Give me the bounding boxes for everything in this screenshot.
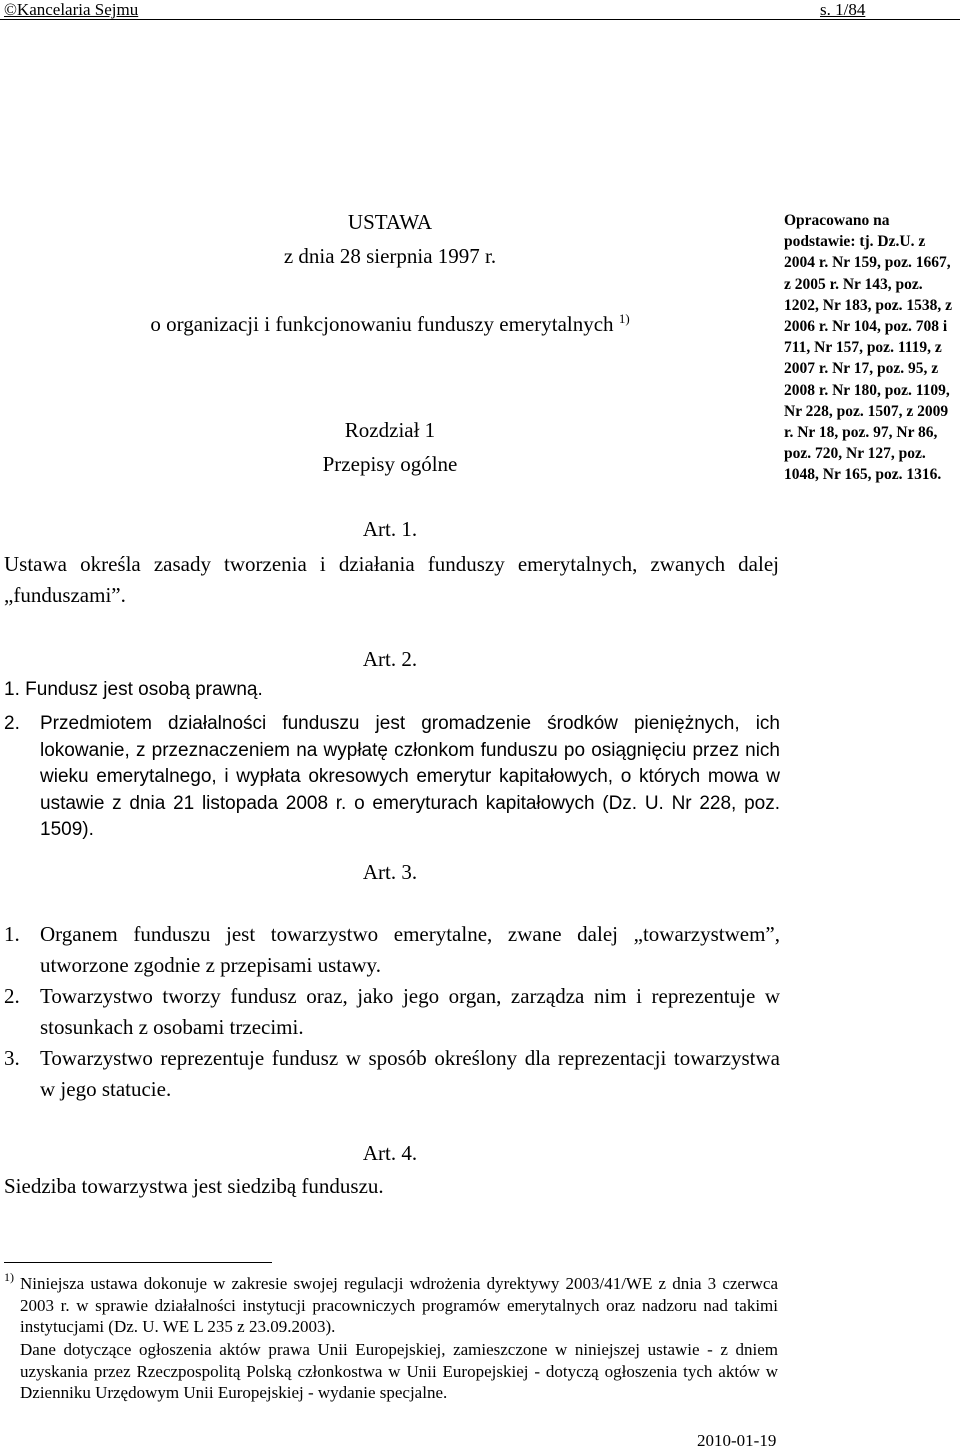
paragraph-number: 1.	[4, 679, 20, 700]
paragraph-text: Fundusz jest osobą prawną.	[25, 679, 263, 700]
kancelaria-sejmu-link[interactable]: ©Kancelaria Sejmu	[4, 0, 139, 19]
article-2-paragraph-2-number: 2.	[4, 713, 20, 734]
header-right	[820, 0, 865, 20]
title-footnote-mark: 1)	[618, 311, 630, 326]
article-4-heading: Art. 4.	[362, 1141, 418, 1165]
chapter-number: Rozdział 1	[344, 418, 436, 442]
act-title-text: o organizacji i funkcjonowaniu funduszy emerytalnych	[150, 312, 614, 336]
act-type: USTAWA	[347, 210, 433, 234]
article-2-paragraph-2-text: Przedmiotem działalności funduszu jest gromadzenie środków pieniężnych, ich lokowanie, z przeznaczeniem na wypłatę członkom funduszu po osiągnięciu przez nich wieku emerytalnego, i wypłata okresowych emerytur kapitałowych, o których mowa w ustawie z dnia 21 listopada 2008 r. o emeryturach kapitałowych (Dz. U. Nr 228, poz. 1509).	[40, 713, 780, 840]
page-number-link[interactable]: s. 1/84	[820, 0, 866, 19]
chapter-title: Przepisy ogólne	[322, 452, 458, 476]
header-left	[4, 0, 138, 20]
act-title	[0, 311, 780, 337]
article-3-paragraph-1-text: Organem funduszu jest towarzystwo emerytalne, zwane dalej „towarzystwem”, utworzone zgodnie z przepisami ustawy.	[40, 922, 780, 977]
article-4-text: Siedziba towarzystwa jest siedzibą funduszu.	[4, 1174, 384, 1198]
footnote-text-1: Niniejsza ustawa dokonuje w zakresie swojej regulacji wdrożenia dyrektywy 2003/41/WE z dnia 3 czerwca 2003 r. w sprawie działalności instytucji pracowniczych programów emerytalnych oraz nadzoru nad takimi instytucjami (Dz. U. WE L 235 z 23.09.2003).	[20, 1274, 778, 1336]
footer-date: 2010-01-19	[697, 1431, 777, 1450]
article-3-paragraph-3-number: 3.	[4, 1046, 20, 1070]
article-1-text: Ustawa określa zasady tworzenia i działania funduszy emerytalnych, zwanych dalej „funduszami”.	[4, 552, 779, 607]
article-3-paragraph-2-number: 2.	[4, 984, 20, 1008]
article-3-paragraph-2-text: Towarzystwo tworzy fundusz oraz, jako jego organ, zarządza nim i reprezentuje w stosunkach z osobami trzecimi.	[40, 984, 780, 1039]
footnote-mark: 1)	[4, 1270, 14, 1284]
header-divider	[0, 19, 960, 20]
article-3-paragraph-1-number: 1.	[4, 922, 20, 946]
article-1-heading: Art. 1.	[362, 517, 418, 541]
article-2-paragraph-1	[4, 679, 263, 701]
article-3-paragraph-3-text: Towarzystwo reprezentuje fundusz w sposób określony dla reprezentacji towarzystwa w jego statucie.	[40, 1046, 780, 1101]
article-2-heading: Art. 2.	[362, 647, 418, 671]
source-side-note: Opracowano na podstawie: tj. Dz.U. z 2004 r. Nr 159, poz. 1667, z 2005 r. Nr 143, poz. 1202, Nr 183, poz. 1538, z 2006 r. Nr 104, poz. 708 i 711, Nr 157, poz. 1119, z 2007 r. Nr 17, poz. 95, z 2008 r. Nr 180, poz. 1109, Nr 228, poz. 1507, z 2009 r. Nr 18, poz. 97, Nr 86, poz. 720, Nr 127, poz. 1048, Nr 165, poz. 1316.	[784, 212, 953, 484]
article-3-heading: Art. 3.	[362, 860, 418, 884]
footnote-text-2: Dane dotyczące ogłoszenia aktów prawa Unii Europejskiej, zamieszczone w niniejszej ustawie - z dniem uzyskania przez Rzeczpospolitą Polską członkostwa w Unii Europejskiej - dotyczą ogłoszenia tych aktów w Dzienniku Urzędowym Unii Europejskiej - wydanie specjalne.	[20, 1340, 778, 1402]
footnote-divider	[4, 1262, 272, 1263]
act-date: z dnia 28 sierpnia 1997 r.	[283, 244, 497, 268]
